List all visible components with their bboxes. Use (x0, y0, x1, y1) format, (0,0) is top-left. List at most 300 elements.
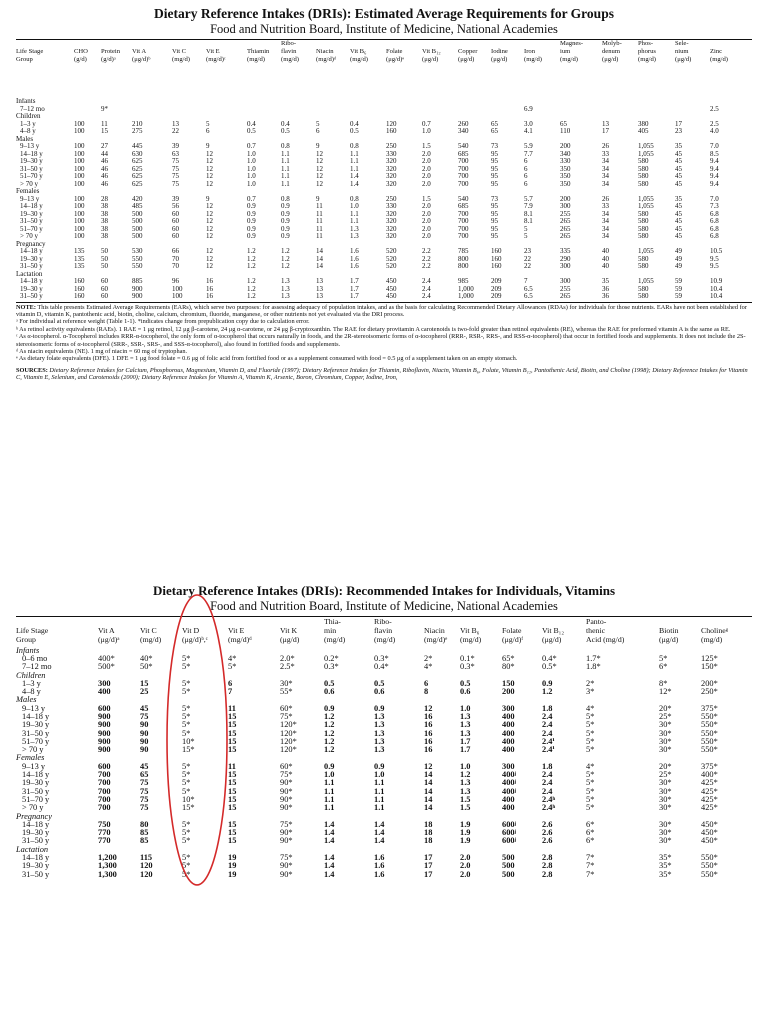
value-cell: 45 (140, 704, 149, 713)
value-cell: 1.4 (324, 854, 335, 863)
value-cell: 1,200 (98, 854, 117, 863)
value-cell: 5* (182, 654, 191, 663)
value-cell: 1,055 (638, 150, 654, 158)
value-cell: 400* (701, 771, 718, 780)
value-cell: 0.4 (350, 120, 359, 128)
column-header (16, 617, 98, 645)
column-header-line: Vit B₁₂ (422, 48, 441, 55)
value-cell: 5* (586, 804, 595, 813)
value-cell: 540 (458, 195, 469, 203)
column-header-line: denum (602, 48, 620, 55)
life-stage-cell: 31–50 y (22, 729, 50, 738)
value-cell: 160 (491, 255, 502, 263)
value-cell: 17 (424, 870, 433, 879)
value-cell: 28 (101, 195, 108, 203)
column-header-line: CHO (74, 48, 88, 55)
value-cell: 1.1 (374, 779, 385, 788)
value-cell: 2.4ⁱ (542, 746, 555, 755)
value-cell: 6.5 (524, 293, 533, 300)
value-cell: 375* (701, 762, 718, 771)
table-row (16, 804, 752, 812)
life-stage-cell: 14–18 y (20, 248, 43, 255)
value-cell (350, 106, 386, 114)
value-cell: 2.0 (422, 150, 431, 158)
value-cell: 125* (701, 654, 718, 663)
life-stage-cell: > 70 y (20, 180, 38, 188)
value-cell: 685 (458, 203, 469, 210)
value-cell: 1.8 (542, 704, 553, 713)
table-row (16, 121, 752, 129)
value-cell: 14 (424, 795, 433, 804)
value-cell: 209 (491, 285, 502, 293)
life-stage-cell: 19–30 y (20, 255, 43, 263)
value-cell: 12 (206, 180, 213, 188)
value-cell: 550* (701, 862, 718, 871)
value-cell: 500 (502, 854, 515, 863)
value-cell: 0.5 (247, 128, 256, 135)
life-stage-cell: 14–18 y (20, 278, 43, 285)
value-cell: 1,055 (638, 195, 654, 203)
value-cell: 1.1 (324, 779, 335, 788)
value-cell: 0.5 (374, 679, 385, 688)
value-cell: 0.4 (281, 120, 290, 128)
column-header-line: (μg/d) (659, 635, 679, 645)
value-cell: 2.6 (542, 820, 553, 829)
value-cell: 6.5 (524, 285, 533, 293)
value-cell: 100 (74, 158, 85, 165)
value-cell: 250* (701, 688, 718, 697)
column-header-line: (μg/d)ᵇ,ᶜ (182, 635, 208, 645)
value-cell: 265 (560, 218, 571, 225)
life-stage-cell: 31–50 y (22, 787, 50, 796)
value-cell: 95 (491, 180, 498, 188)
value-cell: 1.4 (324, 870, 335, 879)
value-cell: 2.4 (542, 712, 553, 721)
value-cell: 450* (701, 837, 718, 846)
value-cell: 209 (491, 278, 502, 285)
column-header-line: Phos- (638, 40, 654, 47)
table-row (16, 738, 752, 746)
life-stage-cell: 7–12 mo (20, 105, 45, 113)
value-cell: 1.6 (350, 263, 359, 270)
value-cell: 15 (228, 837, 237, 846)
value-cell: 900 (98, 712, 111, 721)
column-header-line: (μg/d) (280, 635, 300, 645)
value-cell: 15 (228, 721, 237, 730)
value-cell: 1.2 (247, 263, 256, 270)
value-cell: 4.0 (710, 128, 719, 135)
value-cell: 27 (101, 143, 108, 150)
column-header-line: Vit C (140, 626, 157, 636)
value-cell: 12 (206, 263, 213, 270)
column-header-line: Niacin (424, 626, 445, 636)
value-cell: 70 (172, 263, 179, 270)
value-cell: 1.1 (350, 158, 359, 165)
column-header-line: Cholineᵍ (701, 626, 729, 636)
value-cell: 5* (228, 663, 237, 672)
table-row (16, 286, 752, 294)
value-cell: 150 (502, 679, 515, 688)
group-heading: Pregnancy (16, 812, 52, 821)
value-cell (206, 106, 247, 114)
group-heading-row (16, 813, 752, 821)
value-cell: 5* (182, 721, 191, 730)
column-header-line: Group (16, 635, 36, 645)
value-cell: 320 (386, 180, 397, 188)
value-cell: 1.0 (247, 180, 256, 188)
group-heading: Females (16, 188, 40, 195)
value-cell: 66 (172, 248, 179, 255)
table-row (16, 233, 752, 241)
value-cell: 17 (424, 854, 433, 863)
value-cell: 1.3 (281, 285, 290, 293)
value-cell: 4* (424, 663, 433, 672)
column-header-line: (μg/d) (542, 635, 562, 645)
value-cell: 625 (132, 173, 143, 180)
value-cell: 2.0 (422, 158, 431, 165)
value-cell: 18 (424, 837, 433, 846)
value-cell: 6.8 (710, 225, 719, 233)
life-stage-cell: 31–50 y (20, 218, 43, 225)
value-cell: 209 (491, 293, 502, 300)
value-cell: 0.6 (374, 688, 385, 697)
ear-bottom-rule (16, 302, 752, 303)
column-header-line: (mg/d) (524, 56, 542, 63)
value-cell: 1.7 (350, 278, 359, 285)
value-cell: 60 (172, 218, 179, 225)
column-header-line: (g/d)ᵃ (101, 56, 116, 63)
value-cell: 75* (280, 712, 293, 721)
value-cell: 22 (524, 263, 531, 270)
column-header-line: Biotin (659, 626, 679, 636)
value-cell: 10.4 (710, 293, 723, 300)
value-cell: 1.7 (460, 746, 471, 755)
column-header-line: Vit B₆ (350, 48, 367, 55)
column-header-line: (μg/d) (491, 56, 508, 63)
value-cell: 95 (491, 218, 498, 225)
value-cell: 200 (560, 195, 571, 203)
group-heading: Children (16, 113, 41, 120)
value-cell: 100 (74, 128, 85, 135)
value-cell: 34 (602, 225, 609, 233)
value-cell: 300 (502, 704, 515, 713)
value-cell: 4* (586, 704, 595, 713)
life-stage-cell: 19–30 y (22, 829, 50, 838)
column-header-line: Vit E (228, 626, 245, 636)
value-cell: 500 (132, 233, 143, 240)
group-heading: Pregnancy (16, 240, 46, 248)
value-cell: 550* (701, 721, 718, 730)
column-header-line: Life Stage (16, 48, 44, 55)
value-cell: 2.8 (542, 854, 553, 863)
value-cell: 19 (228, 854, 237, 863)
value-cell: 750 (98, 820, 111, 829)
value-cell: 1.4 (374, 837, 385, 846)
rda-header-row (16, 617, 752, 645)
column-header-line: (μg/d)ᵇ (132, 56, 151, 63)
value-cell: 900 (98, 721, 111, 730)
value-cell: 2.4ⁱ (542, 737, 555, 746)
value-cell: 1.1 (281, 165, 290, 173)
value-cell: 8.5 (710, 150, 719, 158)
value-cell: 15 (228, 795, 237, 804)
value-cell: 700 (458, 225, 469, 233)
value-cell: 11 (316, 203, 323, 210)
value-cell: 12 (206, 255, 213, 263)
value-cell: 5* (659, 654, 668, 663)
value-cell: 1.2 (460, 771, 471, 780)
value-cell: 1.0 (324, 771, 335, 780)
value-cell: 1.1 (324, 795, 335, 804)
value-cell: 100 (74, 218, 85, 225)
value-cell: 800 (458, 263, 469, 270)
value-cell: 90* (280, 870, 293, 879)
value-cell: 1,300 (98, 862, 117, 871)
value-cell: 1.7 (350, 293, 359, 300)
table-row (16, 688, 752, 696)
value-cell: 1.1 (350, 165, 359, 173)
life-stage-cell: 14–18 y (22, 854, 50, 863)
value-cell: 6* (586, 829, 595, 838)
value-cell: 320 (386, 210, 397, 218)
column-header (675, 40, 710, 64)
value-cell: 5* (586, 787, 595, 796)
value-cell: 1.0 (374, 771, 385, 780)
value-cell: 0.9 (542, 679, 553, 688)
value-cell: 2.2 (422, 263, 431, 270)
value-cell: 11 (316, 233, 323, 240)
value-cell: 5 (524, 233, 528, 240)
value-cell: 9.4 (710, 158, 719, 165)
value-cell: 405 (638, 128, 649, 135)
column-header-line: (mg/d) (172, 56, 190, 63)
value-cell: 8.1 (524, 210, 533, 218)
value-cell: 30* (659, 737, 672, 746)
value-cell: 40 (602, 263, 609, 270)
value-cell: 8.1 (524, 218, 533, 225)
ear-table (16, 40, 752, 301)
value-cell: 540 (458, 143, 469, 150)
value-cell: 1.5 (422, 195, 431, 203)
value-cell: 580 (638, 255, 649, 263)
value-cell: 4.1 (524, 128, 533, 135)
value-cell: 65 (140, 771, 149, 780)
table-row (16, 248, 752, 256)
value-cell: 6* (586, 820, 595, 829)
value-cell: 5* (586, 729, 595, 738)
value-cell: 11 (316, 225, 323, 233)
group-heading-row (16, 846, 752, 854)
value-cell: 34 (602, 233, 609, 240)
value-cell: 18 (424, 820, 433, 829)
value-cell: 6 (524, 173, 528, 180)
value-cell: 1.8* (586, 663, 601, 672)
table-row (16, 796, 752, 804)
value-cell: 12 (206, 248, 213, 255)
value-cell: 1.4 (350, 173, 359, 180)
value-cell: 1.4 (324, 829, 335, 838)
value-cell: 2.4 (422, 293, 431, 300)
value-cell: 38 (101, 210, 108, 218)
value-cell: 17 (602, 128, 609, 135)
value-cell: 16 (424, 737, 433, 746)
value-cell: 100 (74, 143, 85, 150)
value-cell: 45 (140, 762, 149, 771)
group-heading-row (16, 271, 752, 279)
column-header (701, 617, 752, 645)
value-cell: 35 (602, 278, 609, 285)
value-cell: 1.3 (374, 729, 385, 738)
value-cell: 450 (386, 278, 397, 285)
value-cell: 335 (560, 248, 571, 255)
value-cell: 15 (140, 679, 149, 688)
table-row (16, 871, 752, 879)
table-row (16, 143, 752, 151)
value-cell: 550* (701, 737, 718, 746)
life-stage-cell: 9–13 y (22, 762, 46, 771)
table-row (16, 293, 752, 301)
column-header-line: nium (675, 48, 689, 55)
value-cell: 60 (101, 293, 108, 300)
value-cell: 17 (424, 862, 433, 871)
group-heading-row (16, 647, 752, 655)
column-header-line: (μg/d)ᶠ (502, 635, 523, 645)
life-stage-cell: 51–70 y (20, 225, 43, 233)
value-cell: 0.9 (247, 218, 256, 225)
value-cell: 0.6 (324, 688, 335, 697)
value-cell: 1.5 (422, 143, 431, 150)
value-cell: 75 (140, 779, 149, 788)
value-cell: 100 (74, 180, 85, 188)
table-row (16, 788, 752, 796)
value-cell: 90* (280, 795, 293, 804)
value-cell: 900 (132, 293, 143, 300)
value-cell: 320 (386, 225, 397, 233)
value-cell: 160 (74, 278, 85, 285)
value-cell: 5* (586, 712, 595, 721)
value-cell: 320 (386, 233, 397, 240)
value-cell: 320 (386, 173, 397, 180)
value-cell: 15 (228, 737, 237, 746)
value-cell: 2.4 (422, 278, 431, 285)
group-heading: Males (16, 135, 34, 143)
value-cell: 0.3* (324, 663, 339, 672)
value-cell (386, 106, 422, 114)
value-cell: 59 (675, 278, 682, 285)
value-cell: 12 (206, 210, 213, 218)
value-cell: 340 (560, 150, 571, 158)
value-cell: 95 (491, 203, 498, 210)
value-cell: 12 (206, 150, 213, 158)
value-cell: 33 (602, 150, 609, 158)
value-cell: 12 (206, 173, 213, 180)
value-cell: 120 (140, 870, 153, 879)
value-cell: 6.8 (710, 218, 719, 225)
value-cell: 45 (675, 150, 682, 158)
value-cell: 625 (132, 165, 143, 173)
value-cell: 1.4 (324, 862, 335, 871)
value-cell: 1.9 (460, 837, 471, 846)
value-cell: 1,055 (638, 278, 654, 285)
value-cell: 14 (424, 771, 433, 780)
value-cell: 20* (659, 762, 672, 771)
value-cell: 12* (659, 688, 672, 697)
value-cell: 15 (228, 712, 237, 721)
table-row (16, 218, 752, 226)
life-stage-cell: 9–13 y (22, 704, 46, 713)
value-cell: 265 (560, 225, 571, 233)
value-cell: 1.6 (350, 248, 359, 255)
life-stage-cell: 9–13 y (20, 195, 40, 203)
value-cell: 160 (74, 285, 85, 293)
value-cell: 260 (458, 120, 469, 128)
table-row (16, 829, 752, 837)
value-cell: 1.2 (281, 248, 290, 255)
value-cell: 6 (524, 158, 528, 165)
value-cell: 135 (74, 255, 85, 263)
value-cell: 14 (424, 804, 433, 813)
column-header-line: (mg/d) (560, 56, 578, 63)
value-cell: 5* (182, 729, 191, 738)
column-header-line: (μg/d)ᵃ (98, 635, 120, 645)
value-cell: 485 (132, 203, 143, 210)
column-header-line: (mg/d) (281, 56, 299, 63)
column-header (172, 40, 206, 64)
value-cell: 35* (659, 854, 672, 863)
value-cell: 580 (638, 233, 649, 240)
value-cell: 800 (458, 255, 469, 263)
value-cell: 9.5 (710, 255, 719, 263)
value-cell: 60 (172, 233, 179, 240)
value-cell: 1.6 (350, 255, 359, 263)
value-cell (316, 106, 350, 114)
value-cell: 580 (638, 165, 649, 173)
column-header-line: min (324, 626, 337, 636)
value-cell: 73 (491, 143, 498, 150)
value-cell: 550 (132, 263, 143, 270)
column-header-line: Vit A (98, 626, 115, 636)
value-cell: 600ʲ (502, 837, 517, 846)
note-line (16, 304, 752, 319)
value-cell: 200* (701, 679, 718, 688)
value-cell: 100 (172, 293, 183, 300)
value-cell: 2.4 (542, 787, 553, 796)
ear-table-title: Dietary Reference Intakes (DRIs): Estimated Average Requirements for Groups (154, 6, 614, 21)
value-cell: 56 (172, 203, 179, 210)
value-cell: 6 (524, 165, 528, 173)
value-cell: 5* (182, 787, 191, 796)
value-cell: 22 (172, 128, 179, 135)
value-cell: 44 (101, 150, 108, 158)
value-cell: 2.5 (710, 120, 719, 128)
value-cell: 18 (424, 829, 433, 838)
value-cell: 75 (140, 795, 149, 804)
value-cell: 580 (638, 293, 649, 300)
value-cell: 1.3 (460, 721, 471, 730)
sources-label: SOURCES: (16, 366, 48, 374)
value-cell: 6 (524, 180, 528, 188)
value-cell: 2.0 (422, 165, 431, 173)
value-cell: 5* (182, 854, 191, 863)
value-cell: 300 (560, 278, 571, 285)
value-cell: 23 (524, 248, 531, 255)
value-cell: 12 (206, 165, 213, 173)
column-header-line: (mg/d) (374, 635, 396, 645)
life-stage-cell: 19–30 y (22, 779, 50, 788)
column-header-line: Sele- (675, 40, 689, 47)
column-header (424, 617, 460, 645)
value-cell: 1.3 (350, 233, 359, 240)
